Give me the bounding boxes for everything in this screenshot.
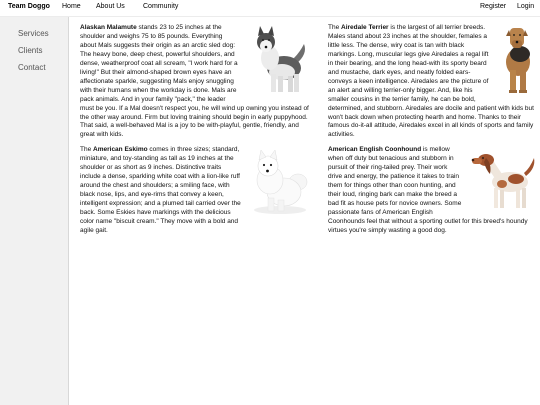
login-link[interactable]: Login <box>517 3 535 10</box>
breed-text-eskimo: comes in three sizes; standard, miniature, and toy-standing as tall as 19 inches at the shoulder or as short as 9 inches. Distinctive traits include a dense, sparkling white coat with a lion-like ruff around the chest and shoulders; a smiling face, with black nose, lips, and eye-rims that convey a keen, intelligent expression; and a plumed tail carried over the back. Some Eskies have markings with the delicious color name "biscuit cream." They move with a bold and agile gait. <box>80 146 241 234</box>
breed-text-coonhound: is mellow when off duty but tenacious and stubborn in pursuit of their ring-tailed prey. Their work drive and energy, the patience it takes to train them for things other than coon hunting, and their loud, ringing bark can make the breed a bad fit as house pets for novice owners. Some passionate fans of American English Coonhounds feel that without a sporting outlet for this breed's houndy virtues you're simply wasting a good dog. <box>328 146 528 234</box>
sidebar <box>0 17 69 405</box>
left-column <box>80 24 314 242</box>
breed-text-malamute: stands 23 to 25 inches at the shoulder and weighs 75 to 85 pounds. Everything about Mals suggests their origin as an arctic sled dog: The heavy bone, deep chest, powerful shoulders, and dense, weatherproof coat all scream, "I work hard for a living!" But their almond-shaped brown eyes have an affectionate sparkle, suggesting Mals enjoy snuggling with their humans when the workday is done. Mals are pack animals. And in your family "pack," the leader must be you. If a Mal doesn't respect you, he will wind up owning you instead of the other way around. Firm but loving training should begin in early puppyhood. That said, a well-behaved Mal is a joy to be with-playful, gentle, friendly, and great with kids. <box>80 24 309 139</box>
coonhound-photo-icon <box>466 146 540 212</box>
brand-logo[interactable]: Team Doggo <box>8 3 50 10</box>
nav-community-link[interactable]: Community <box>143 3 179 10</box>
breed-card-eskimo: The American Eskimo comes in three sizes; standard, miniature, and toy-standing as tall as 19 inches at the shoulder or as short as 9 inches. Distinctive traits include a dense, sparkling white coat with a lion-like ruff around the chest and shoulders; a smiling face, with black nose, lips, and eye-rims that convey a keen, intelligent expression; and a plumed tail carried over the back. Some Eskies have markings with the delicious color name "biscuit cream." They move with a bold and agile gait. <box>80 146 314 236</box>
breed-name-coonhound: American English Coonhound <box>328 146 422 154</box>
malamute-photo-icon <box>244 24 314 96</box>
breed-name-malamute: Alaskan Malamute <box>80 24 137 31</box>
top-navbar <box>0 0 540 17</box>
breed-card-airedale: The Airedale Terrier is the largest of all terrier breeds. Males stand about 23 inches at the shoulder, females a little less. The dense, wiry coat is tan with black markings. Long, muscular legs give Airedales a regal lift in their bearing, and the long head-with its sporty beard and mustache, dark eyes, and neatly folded ears-conveys a keen intelligence. Airedales are the picture of an alert and willing terrier-only bigger. And, like his smaller cousins in the terrier family, he can be bold, determined, and stubborn. Airedales are docile and patient with kids but won't back down when protecting hearth and home. Thanks to their famous do-it-all attitude, Airedales excel in all kinds of sports and family activities. <box>328 24 540 140</box>
breed-name-eskimo: American Eskimo <box>93 146 148 154</box>
sidebar-item-clients[interactable]: Clients <box>18 46 43 55</box>
sidebar-item-contact[interactable]: Contact <box>18 63 46 72</box>
eskimo-photo-icon <box>246 146 314 216</box>
register-link[interactable]: Register <box>480 3 507 10</box>
breed-text-airedale: is the largest of all terrier breeds. Males stand about 23 inches at the shoulder, females a little less. The dense, wiry coat is tan with black markings. Long, muscular legs give Airedales a regal lift in their bearing, and the long head-with its sporty beard and mustache, dark eyes, and neatly folded ears-conveys a keen intelligence. Airedales are the picture of an alert and willing terrier-only bigger. And, like his smaller cousins in the terrier family, he can be bold, determined, and stubborn. Airedales are docile and patient with kids but won't back down when protecting hearth and home. Thanks to their famous do-it-all attitude, Airedales excel in all kinds of sports and family activities. <box>328 24 534 139</box>
nav-home-link[interactable]: Home <box>62 3 81 10</box>
right-column <box>328 24 540 242</box>
sidebar-item-services[interactable]: Services <box>18 29 49 38</box>
breed-name-airedale: Airedale Terrier <box>341 24 389 31</box>
nav-about-link[interactable]: About Us <box>96 3 125 10</box>
breed-card-malamute <box>80 24 314 140</box>
airedale-photo-icon <box>496 24 540 96</box>
breed-card-coonhound <box>328 146 540 236</box>
